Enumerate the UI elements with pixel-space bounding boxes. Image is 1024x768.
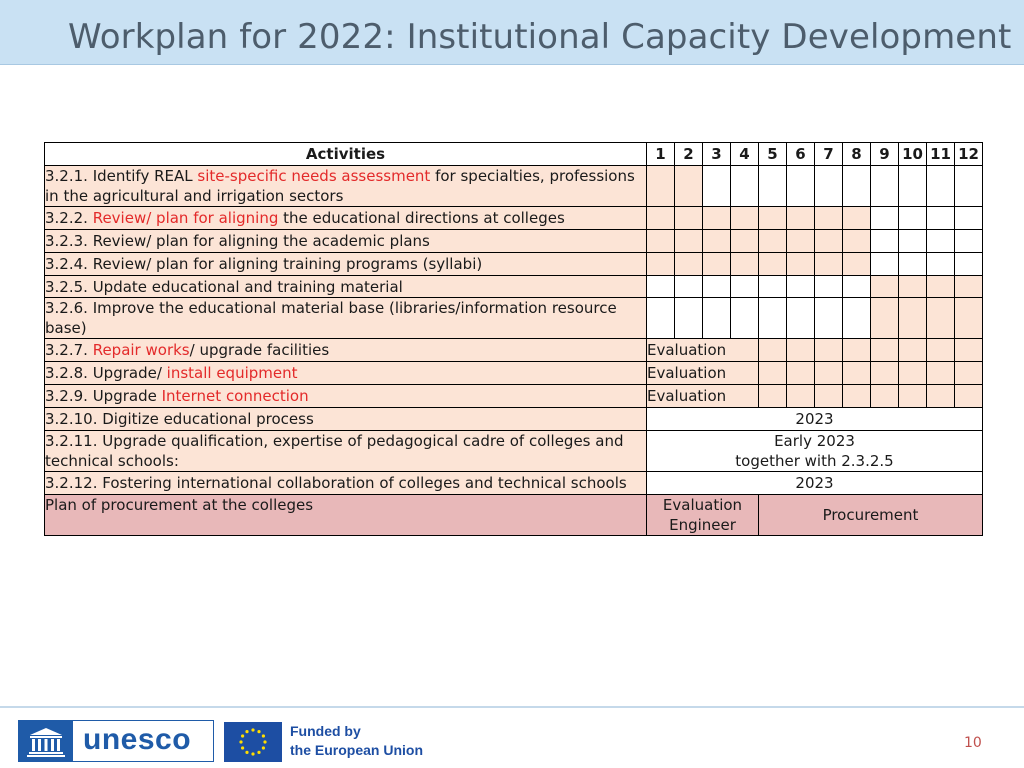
page-title: Workplan for 2022: Institutional Capacity Development: [68, 17, 1012, 57]
activity-text: for specialties, professions in the agricultural and irrigation sectors: [45, 166, 635, 205]
month-cell: [815, 339, 843, 362]
activity-cell: [45, 339, 647, 362]
month-cell: [731, 252, 759, 275]
month-cell: [759, 206, 787, 229]
month-cell: [675, 275, 703, 298]
month-cell: [955, 275, 983, 298]
month-cell: [871, 165, 899, 206]
activity-cell: 3.2.12. Fostering international collaboration of colleges and technical schools: [45, 472, 647, 495]
month-cell: [927, 385, 955, 408]
month-cell: [843, 275, 871, 298]
activities-header: Activities: [45, 143, 647, 166]
footer-divider: [0, 706, 1024, 708]
month-header: 6: [787, 143, 815, 166]
month-cell: [647, 298, 675, 339]
month-cell: [899, 362, 927, 385]
month-cell: [759, 252, 787, 275]
month-cell: [871, 229, 899, 252]
funded-line: Funded by: [290, 723, 361, 739]
activity-highlight: Internet connection: [161, 387, 309, 406]
table-row: [45, 494, 983, 535]
timing-cell: 2023: [647, 408, 983, 431]
month-cell: [871, 206, 899, 229]
eu-flag-icon: [224, 722, 282, 762]
month-cell: [815, 298, 843, 339]
table-row: [45, 431, 983, 472]
month-header: 7: [815, 143, 843, 166]
month-cell: [787, 275, 815, 298]
table-row: [45, 339, 983, 362]
month-cell: [647, 252, 675, 275]
month-cell: [927, 275, 955, 298]
month-cell: [927, 362, 955, 385]
header-row: [45, 143, 983, 166]
activity-highlight: Repair works: [92, 341, 190, 360]
month-cell: [815, 275, 843, 298]
month-cell: [815, 165, 843, 206]
month-cell: [787, 298, 815, 339]
month-cell: [899, 229, 927, 252]
activity-text: the educational directions at colleges: [278, 208, 565, 227]
activity-cell: [45, 385, 647, 408]
month-cell: [871, 275, 899, 298]
month-cell: [843, 385, 871, 408]
month-cell: [843, 362, 871, 385]
month-cell: [675, 206, 703, 229]
month-cell: [955, 362, 983, 385]
month-cell: [759, 229, 787, 252]
evaluation-engineer-cell: [647, 494, 759, 535]
month-cell: [871, 362, 899, 385]
table-row: [45, 408, 983, 431]
month-cell: [955, 252, 983, 275]
month-cell: [787, 229, 815, 252]
month-cell: [731, 275, 759, 298]
month-cell: [927, 165, 955, 206]
month-cell: [843, 339, 871, 362]
month-cell: [647, 229, 675, 252]
month-cell: [731, 298, 759, 339]
month-cell: [759, 165, 787, 206]
activity-highlight: site-specific needs assessment: [197, 166, 431, 185]
activity-text: / upgrade facilities: [189, 341, 330, 360]
timing-line: together with 2.3.2.5: [735, 452, 894, 471]
activity-text: 3.2.8. Upgrade/: [45, 364, 167, 383]
month-cell: [955, 229, 983, 252]
activity-cell: 3.2.11. Upgrade qualification, expertise of pedagogical cadre of colleges and technical schools:: [45, 431, 647, 472]
unesco-wordmark: unesco: [83, 723, 192, 756]
month-cell: [899, 339, 927, 362]
table-row: [45, 298, 983, 339]
evaluation-cell: Evaluation: [647, 385, 759, 408]
month-cell: [955, 206, 983, 229]
unesco-logo: [18, 720, 214, 762]
month-cell: [759, 362, 787, 385]
month-header: 2: [675, 143, 703, 166]
engineer-line: Engineer: [669, 515, 736, 534]
month-cell: [703, 275, 731, 298]
table-row: [45, 362, 983, 385]
activity-text: 3.2.9. Upgrade: [45, 387, 162, 406]
month-cell: [899, 298, 927, 339]
activity-text: 3.2.1. Identify REAL: [45, 166, 198, 185]
month-cell: [787, 339, 815, 362]
activity-highlight: install equipment: [166, 364, 298, 383]
title-bar: [0, 0, 1024, 65]
month-header: 4: [731, 143, 759, 166]
month-cell: [703, 206, 731, 229]
month-cell: [843, 206, 871, 229]
month-header: 11: [927, 143, 955, 166]
month-header: 5: [759, 143, 787, 166]
evaluation-cell: Evaluation: [647, 362, 759, 385]
month-cell: [899, 252, 927, 275]
month-cell: [871, 385, 899, 408]
table-row: [45, 472, 983, 495]
activity-text: 3.2.2.: [45, 208, 93, 227]
month-cell: [955, 385, 983, 408]
month-cell: [675, 252, 703, 275]
month-cell: [703, 165, 731, 206]
month-cell: [815, 206, 843, 229]
month-cell: [843, 252, 871, 275]
activity-text: 3.2.7.: [45, 341, 93, 360]
month-cell: [787, 362, 815, 385]
month-cell: [927, 229, 955, 252]
activity-cell: [45, 165, 647, 206]
month-cell: [731, 206, 759, 229]
month-cell: [759, 339, 787, 362]
month-header: 8: [843, 143, 871, 166]
month-cell: [899, 275, 927, 298]
table-row: [45, 206, 983, 229]
month-cell: [703, 298, 731, 339]
month-cell: [927, 298, 955, 339]
month-cell: [815, 229, 843, 252]
page-number: 10: [964, 735, 982, 751]
month-cell: [759, 298, 787, 339]
month-cell: [787, 385, 815, 408]
month-cell: [955, 165, 983, 206]
month-cell: [871, 339, 899, 362]
table-row: [45, 275, 983, 298]
month-cell: [759, 275, 787, 298]
month-cell: [731, 165, 759, 206]
table-row: [45, 229, 983, 252]
activity-cell: [45, 362, 647, 385]
month-cell: [899, 206, 927, 229]
month-cell: [815, 362, 843, 385]
evaluation-line: Evaluation: [662, 495, 743, 514]
activity-cell: Plan of procurement at the colleges: [45, 494, 647, 535]
month-cell: [787, 206, 815, 229]
month-cell: [703, 252, 731, 275]
month-cell: [927, 206, 955, 229]
month-cell: [647, 206, 675, 229]
month-cell: [731, 229, 759, 252]
month-cell: [955, 298, 983, 339]
month-cell: [815, 385, 843, 408]
activity-cell: 3.2.3. Review/ plan for aligning the academic plans: [45, 229, 647, 252]
timing-line: Early 2023: [774, 432, 855, 451]
month-cell: [787, 165, 815, 206]
month-header: 1: [647, 143, 675, 166]
month-header: 12: [955, 143, 983, 166]
month-cell: [675, 298, 703, 339]
month-header: 10: [899, 143, 927, 166]
month-cell: [703, 229, 731, 252]
activity-highlight: Review/ plan for aligning: [92, 208, 279, 227]
workplan-table: [44, 142, 983, 536]
table-row: [45, 252, 983, 275]
month-header: 9: [871, 143, 899, 166]
month-cell: [927, 339, 955, 362]
month-cell: [675, 229, 703, 252]
month-cell: [759, 385, 787, 408]
month-cell: [787, 252, 815, 275]
timing-cell: 2023: [647, 472, 983, 495]
month-cell: [675, 165, 703, 206]
month-cell: [927, 252, 955, 275]
month-cell: [815, 252, 843, 275]
funded-by-eu: [290, 722, 423, 760]
month-cell: [871, 298, 899, 339]
month-cell: [955, 339, 983, 362]
timing-cell: [647, 431, 983, 472]
month-cell: [647, 165, 675, 206]
table-row: [45, 165, 983, 206]
month-cell: [899, 165, 927, 206]
month-cell: [647, 275, 675, 298]
month-cell: [899, 385, 927, 408]
activity-cell: 3.2.4. Review/ plan for aligning training programs (syllabi): [45, 252, 647, 275]
temple-icon: [19, 721, 73, 761]
month-cell: [843, 229, 871, 252]
evaluation-cell: Evaluation: [647, 339, 759, 362]
month-cell: [843, 165, 871, 206]
procurement-cell: Procurement: [759, 494, 983, 535]
month-cell: [843, 298, 871, 339]
activity-cell: 3.2.6. Improve the educational material base (libraries/information resource base): [45, 298, 647, 339]
month-header: 3: [703, 143, 731, 166]
activity-cell: 3.2.10. Digitize educational process: [45, 408, 647, 431]
month-cell: [871, 252, 899, 275]
table-row: [45, 385, 983, 408]
activity-cell: 3.2.5. Update educational and training material: [45, 275, 647, 298]
activity-cell: [45, 206, 647, 229]
funded-line: the European Union: [290, 742, 423, 758]
